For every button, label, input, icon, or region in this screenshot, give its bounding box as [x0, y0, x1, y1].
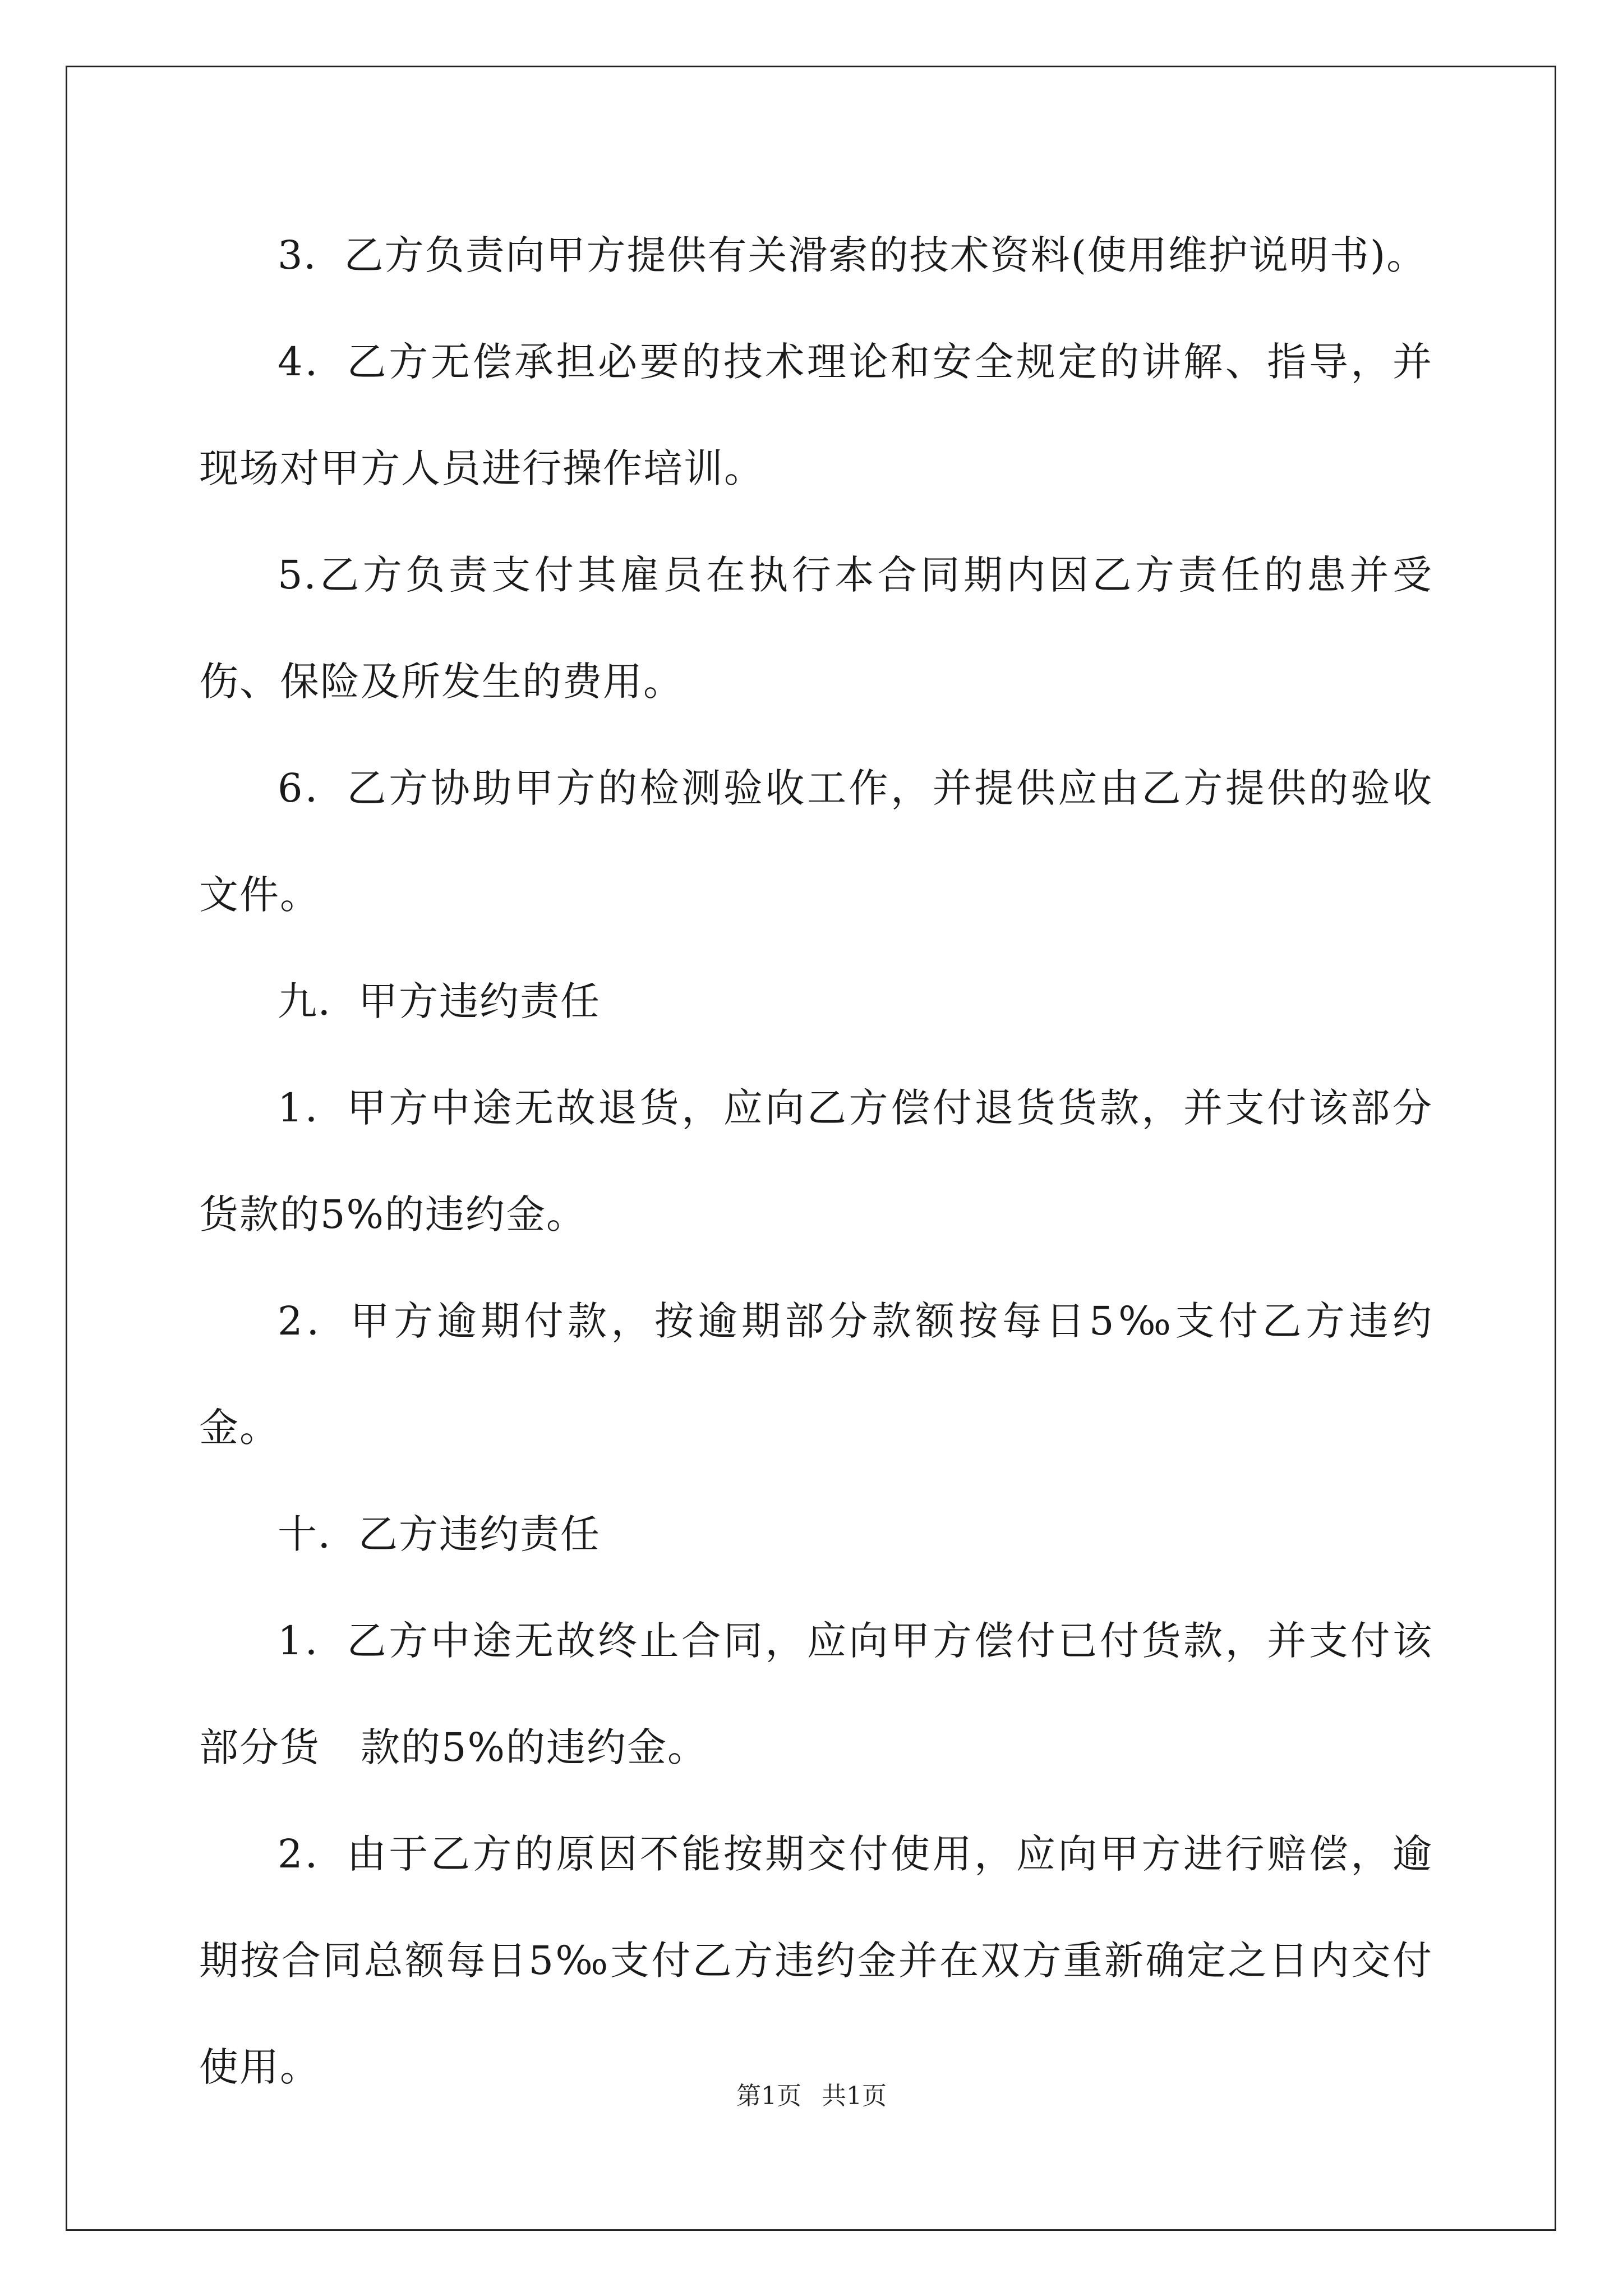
section-heading-9: 九．甲方违约责任 — [278, 978, 601, 1024]
clause-10-1: 1．乙方中途无故终止合同，应向甲方偿付已付货款，并支付该部分货 款的5%的违约金。 — [199, 1618, 1433, 1770]
clause-8-6: 6．乙方协助甲方的检测验收工作，并提供应由乙方提供的验收文件。 — [199, 765, 1433, 918]
clause-9-2: 2．甲方逾期付款，按逾期部分款额按每日5‰支付乙方违约金。 — [199, 1298, 1433, 1451]
document-body — [199, 202, 1433, 2120]
section-heading-10: 十．乙方违约责任 — [278, 1511, 601, 1557]
clause-8-4: 4．乙方无偿承担必要的技术理论和安全规定的讲解、指导，并现场对甲方人员进行操作培训。 — [199, 339, 1433, 491]
clause-10-2: 2．由于乙方的原因不能按期交付使用，应向甲方进行赔偿，逾期按合同总额每日5‰支付乙方违约金并在双方重新确定之日内交付使用。 — [199, 1831, 1433, 2090]
clause-8-3: 3．乙方负责向甲方提供有关滑索的技术资料(使用维护说明书)。 — [278, 232, 1427, 278]
clause-8-5: 5.乙方负责支付其雇员在执行本合同期内因乙方责任的患并受伤、保险及所发生的费用。 — [199, 552, 1433, 705]
page-footer — [0, 2076, 1623, 2111]
clause-9-1: 1．甲方中途无故退货，应向乙方偿付退货货款，并支付该部分货款的5%的违约金。 — [199, 1085, 1433, 1237]
page-number-current: 第1页 — [736, 2082, 801, 2110]
page-number-total: 共1页 — [822, 2082, 887, 2110]
